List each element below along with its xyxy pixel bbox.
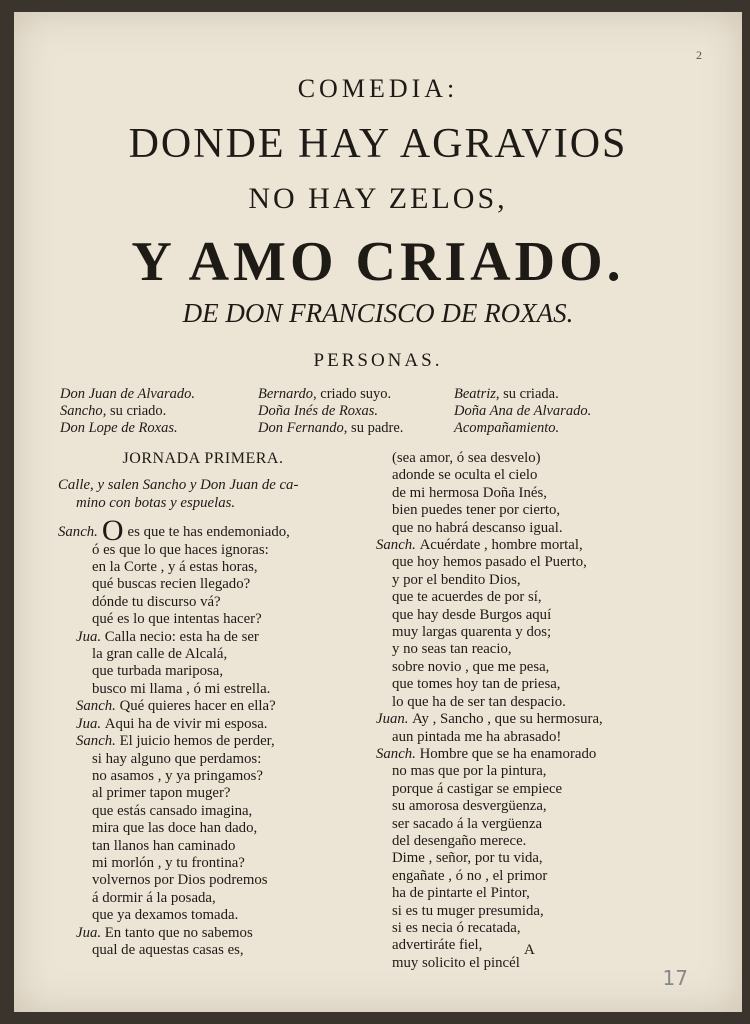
- verse-text: dónde tu discurso vá?: [92, 593, 221, 610]
- verse-line: [364, 816, 664, 833]
- verse-text: mi morlón , y tu frontina?: [92, 854, 245, 871]
- verse-text: El juicio hemos de perder,: [119, 733, 275, 750]
- verse-text: que tomes hoy tan de priesa,: [392, 676, 561, 693]
- verse-line: [58, 751, 358, 768]
- verse-line: [364, 711, 664, 728]
- speaker-label: Juan.: [376, 711, 413, 728]
- speaker-label: Sanch.: [376, 745, 420, 762]
- verse-text: engañate , ó no , el primor: [392, 867, 548, 884]
- verse-line: [58, 768, 358, 785]
- verse-line: [364, 955, 664, 972]
- drop-cap: O: [101, 514, 124, 548]
- verse-line: [364, 868, 664, 885]
- speaker-label: Jua.: [76, 628, 105, 645]
- verse-text: si es necia ó recatada,: [392, 919, 521, 936]
- verse-line: [364, 781, 664, 798]
- verse-line: [58, 611, 358, 628]
- verse-line: [364, 850, 664, 867]
- verse-line: [58, 907, 358, 924]
- verse-line: [364, 694, 664, 711]
- verse-line: [58, 838, 358, 855]
- verse-text: mira que las doce han dado,: [92, 820, 258, 837]
- verse-lines-left: [58, 542, 358, 960]
- verse-line: [364, 885, 664, 902]
- verse-line: [364, 641, 664, 658]
- cast-column-2: [258, 386, 403, 437]
- cast-entry: Sancho, su criado.: [60, 403, 167, 419]
- verse-line: [58, 576, 358, 593]
- page-number: 2: [696, 48, 702, 62]
- verse-line: [364, 607, 664, 624]
- verse-text: qué es lo que intentas hacer?: [92, 611, 262, 628]
- book-page: [14, 12, 742, 1012]
- verse-text: al primer tapon muger?: [92, 785, 231, 802]
- verse-line: [58, 942, 358, 959]
- cast-entry: Doña Ana de Alvarado.: [454, 403, 592, 419]
- verse-text: que hay desde Burgos aquí: [392, 606, 552, 623]
- verse-text: lo que ha de ser tan despacio.: [392, 693, 566, 710]
- verse-text: que te acuerdes de por sí,: [392, 589, 542, 606]
- author-line: DE DON FRANCISCO DE ROXAS.: [182, 298, 574, 328]
- verse-line: [364, 554, 664, 571]
- verse-text: Ay , Sancho , que su hermosura,: [412, 711, 603, 728]
- verse-line: [58, 803, 358, 820]
- verse-line: [58, 559, 358, 576]
- verse-text: muy largas quarenta y dos;: [392, 624, 552, 641]
- text-column-left: [58, 450, 358, 959]
- verse-text: Acuérdate , hombre mortal,: [419, 537, 583, 554]
- verse-text: ha de pintarte el Pintor,: [392, 885, 530, 902]
- verse-text: busco mi llama , ó mi estrella.: [92, 680, 271, 697]
- cast-entry: Don Lope de Roxas.: [60, 420, 178, 436]
- verse-text: adonde se oculta el cielo: [392, 467, 538, 484]
- verse-line: [364, 729, 664, 746]
- verse-line: [364, 450, 664, 467]
- verse-text: que ya dexamos tomada.: [92, 907, 239, 924]
- text-column-right: [364, 450, 664, 972]
- verse-text: y por el bendito Dios,: [392, 571, 521, 588]
- verse-text: porque á castigar se empiece: [392, 780, 563, 797]
- verse-line: [58, 820, 358, 837]
- verse-line: [58, 594, 358, 611]
- verse-text: Calla necio: esta ha de ser: [104, 628, 259, 645]
- stage-direction: Calle, y salen Sancho y Don Juan de ca- mino con botas y espuelas.: [58, 477, 299, 511]
- speaker-label: Sanch.: [76, 733, 120, 750]
- verse-text: qual de aquestas casas es,: [92, 941, 244, 958]
- verse-text: no asamos , y ya pringamos?: [92, 767, 263, 784]
- verse-text: que no habrá descanso igual.: [392, 519, 563, 536]
- verse-text: (sea amor, ó sea desvelo): [392, 450, 541, 466]
- verse-line: [364, 798, 664, 815]
- verse-line: [364, 937, 664, 954]
- cast-entry: Don Fernando, su padre.: [258, 420, 404, 436]
- verse-line: [58, 925, 358, 942]
- verse-text: ó es que lo que haces ignoras:: [92, 541, 269, 558]
- verse-line: [58, 698, 358, 715]
- verse-line: [364, 467, 664, 484]
- verse-text: no mas que por la pintura,: [392, 763, 547, 780]
- verse-line: [58, 646, 358, 663]
- personas-heading: PERSONAS.: [313, 350, 443, 371]
- pencil-annotation: 17: [662, 966, 688, 990]
- verse-line: [364, 520, 664, 537]
- verse-line: [58, 733, 358, 750]
- verse-line: [364, 572, 664, 589]
- verse-text: que turbada mariposa,: [92, 663, 224, 680]
- title-main-line3: Y AMO CRIADO.: [131, 231, 625, 293]
- verse-line: [364, 589, 664, 606]
- title-comedia: COMEDIA:: [297, 74, 459, 103]
- cast-entry: Don Juan de Alvarado.: [60, 386, 196, 402]
- cast-column-1: [60, 386, 195, 437]
- cast-entry: Bernardo, criado suyo.: [258, 386, 392, 402]
- speaker-label: Sanch.: [76, 698, 120, 715]
- verse-text: la gran calle de Alcalá,: [92, 646, 228, 663]
- verse-text: su amorosa desvergüenza,: [392, 798, 547, 815]
- verse-text: de mi hermosa Doña Inés,: [392, 484, 547, 501]
- verse-text: En tanto que no sabemos: [104, 924, 253, 941]
- verse-text: que hoy hemos pasado el Puerto,: [392, 554, 587, 571]
- verse-line: [58, 663, 358, 680]
- verse-line: [58, 872, 358, 889]
- verse-line: [58, 855, 358, 872]
- title-main-line2: NO HAY ZELOS,: [248, 182, 508, 215]
- verse-text: muy solicito el pincél: [392, 954, 520, 971]
- verse-text: ser sacado á la vergüenza: [392, 815, 543, 832]
- verse-line: [364, 676, 664, 693]
- act-heading: JORNADA PRIMERA.: [122, 450, 284, 467]
- verse-text: advertiráte fiel,: [392, 937, 483, 954]
- verse-line: [364, 763, 664, 780]
- verse-text: qué buscas recien llegado?: [92, 576, 251, 593]
- verse-line: [364, 537, 664, 554]
- verse-line: [364, 746, 664, 763]
- speaker-label: Sanch.: [376, 537, 420, 554]
- verse-text: Dime , señor, por tu vida,: [392, 850, 543, 867]
- verse-text: á dormir á la posada,: [92, 889, 216, 906]
- speaker-label: Jua.: [76, 924, 105, 941]
- verse-text: del desengaño merece.: [392, 832, 527, 849]
- verse-text: sobre novio , que me pesa,: [392, 658, 550, 675]
- verse-text: volvernos por Dios podremos: [92, 872, 268, 889]
- verse-line: [364, 920, 664, 937]
- cast-entry: Acompañamiento.: [454, 420, 560, 436]
- cast-column-3: [454, 386, 591, 437]
- verse-text: si es tu muger presumida,: [392, 902, 544, 919]
- speaker-label: Jua.: [76, 715, 105, 732]
- verse-text: aun pintada me ha abrasado!: [392, 728, 562, 745]
- verse-text: Aqui ha de vivir mi esposa.: [104, 715, 268, 732]
- verse-text: en la Corte , y á estas horas,: [92, 559, 258, 576]
- verse-text: tan llanos han caminado: [92, 837, 236, 854]
- verse-text: Qué quieres hacer en ella?: [119, 698, 276, 715]
- verse-line: [58, 716, 358, 733]
- verse-line: [58, 629, 358, 646]
- signature-mark: A: [524, 942, 535, 958]
- verse-line: [364, 502, 664, 519]
- title-main-line1: DONDE HAY AGRAVIOS: [128, 121, 628, 167]
- verse-line: [58, 542, 358, 559]
- verse-text: y no seas tan reacio,: [392, 641, 512, 658]
- verse-line: [58, 890, 358, 907]
- verse-text: Hombre que se ha enamorado: [419, 745, 597, 762]
- verse-line: [364, 485, 664, 502]
- verse-line: [58, 785, 358, 802]
- verse-text: si hay alguno que perdamos:: [92, 750, 262, 767]
- verse-lines-right: [364, 450, 664, 972]
- verse-line: [364, 903, 664, 920]
- speaker-label: Sanch.: [58, 524, 98, 541]
- verse-line: [364, 659, 664, 676]
- verse-line: [58, 681, 358, 698]
- cast-entry: Doña Inés de Roxas.: [258, 403, 379, 419]
- verse-text: bien puedes tener por cierto,: [392, 502, 561, 519]
- verse-line: [364, 624, 664, 641]
- cast-entry: Beatriz, su criada.: [454, 386, 559, 402]
- verse-line: Sanch. O es que te has endemoniado,: [58, 514, 290, 548]
- verse-text: que estás cansado imagina,: [92, 802, 253, 819]
- verse-line: [364, 833, 664, 850]
